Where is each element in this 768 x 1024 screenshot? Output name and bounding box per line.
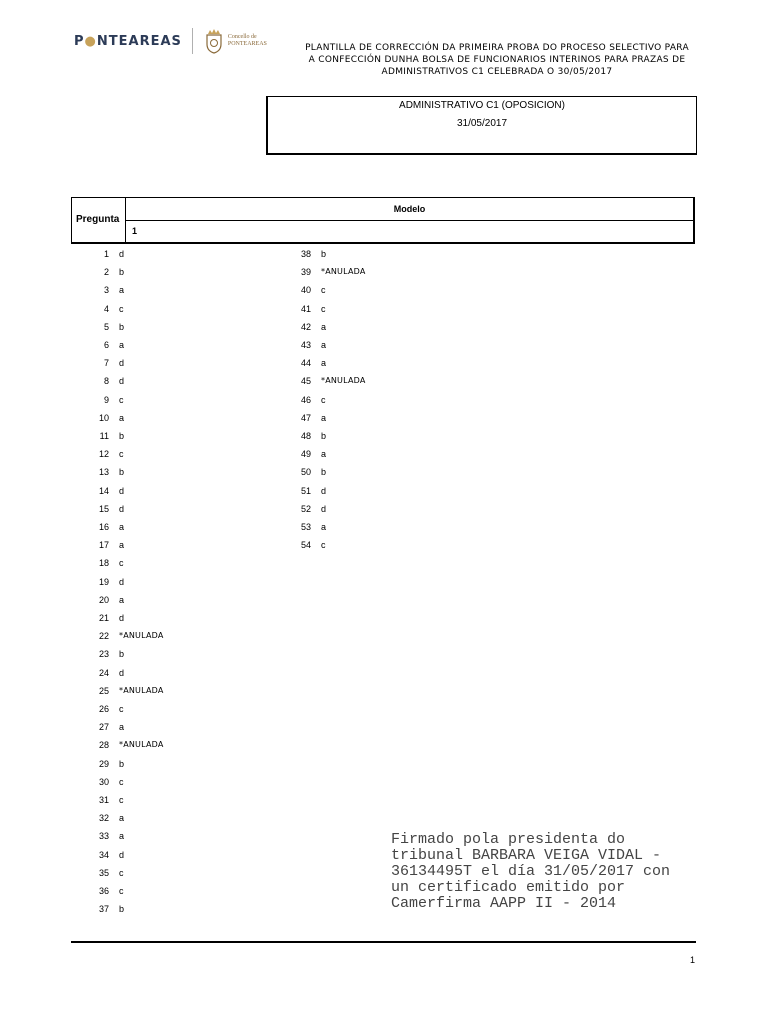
question-number: 22 (98, 631, 109, 642)
question-number: 12 (98, 449, 109, 460)
question-number: 40 (300, 285, 311, 296)
question-number: 21 (98, 613, 109, 623)
table-row (71, 573, 251, 591)
question-number: 1 (103, 249, 109, 259)
question-number: 8 (103, 376, 109, 387)
table-row (273, 318, 453, 336)
question-number: 35 (98, 867, 109, 878)
question-number: 4 (103, 303, 109, 314)
answer-value: d (119, 613, 125, 623)
ponteareas-logo (74, 24, 274, 58)
answer-value: *ANULADA (119, 740, 164, 750)
answer-value: *ANULADA (119, 631, 164, 641)
table-row (71, 664, 251, 682)
question-number: 52 (300, 503, 311, 514)
title-line-2: A CONFECCIÓN DUNHA BOLSA DE FUNCIONARIOS INTERINOS PARA PRAZAS DE (308, 55, 686, 65)
page-number: 1 (689, 955, 695, 965)
question-number: 14 (98, 485, 109, 496)
question-number: 25 (98, 685, 109, 696)
question-number: 7 (103, 358, 109, 369)
question-number: 10 (98, 412, 109, 423)
table-row (71, 809, 251, 827)
answer-value: b (321, 467, 327, 478)
answer-value: c (119, 867, 124, 878)
seal-line-1: Concello de (227, 34, 257, 40)
table-row (71, 300, 251, 318)
question-number: 3 (103, 285, 109, 296)
table-row (71, 700, 251, 718)
table-row (71, 645, 251, 663)
table-row (273, 445, 453, 463)
table-row (71, 864, 251, 882)
answer-value: c (119, 776, 124, 787)
table-row (71, 518, 251, 536)
question-number: 20 (98, 594, 109, 605)
answer-value: c (119, 886, 124, 896)
table-row (71, 554, 251, 572)
table-row (71, 755, 251, 773)
coat-of-arms-icon (203, 28, 225, 54)
question-number: 43 (300, 340, 311, 350)
answer-value: d (119, 376, 125, 387)
question-number: 48 (300, 431, 311, 441)
answer-value: b (119, 649, 125, 660)
answer-value: b (119, 467, 125, 478)
logo-mark-icon: ● (84, 33, 97, 49)
table-row (71, 354, 251, 372)
table-row (71, 391, 251, 409)
question-number: 15 (98, 503, 109, 514)
question-number: 36 (98, 886, 109, 896)
question-number: 47 (300, 412, 311, 423)
question-number: 32 (98, 813, 109, 824)
answer-value: *ANULADA (321, 376, 366, 386)
question-number: 44 (300, 358, 311, 369)
answer-value: b (321, 431, 327, 441)
answer-value: d (119, 358, 125, 369)
question-column-header (71, 197, 126, 244)
answer-value: a (321, 449, 327, 460)
question-number: 29 (98, 758, 109, 769)
answer-value: a (321, 522, 327, 532)
answer-value: a (119, 722, 125, 733)
table-row (273, 372, 453, 390)
model-number: 1 (132, 226, 138, 236)
table-row (71, 427, 251, 445)
answer-value: a (321, 358, 327, 369)
question-number: 24 (98, 667, 109, 678)
answer-value: a (119, 340, 125, 350)
answer-value: d (119, 849, 125, 860)
answer-value: d (321, 503, 327, 514)
table-row (71, 318, 251, 336)
answer-value: b (119, 904, 125, 915)
table-row (273, 354, 453, 372)
answer-value: c (119, 303, 124, 314)
answer-value: c (119, 704, 124, 714)
table-row (273, 518, 453, 536)
question-number: 6 (103, 340, 109, 350)
answer-value: a (119, 285, 125, 296)
answer-value: c (119, 558, 124, 569)
question-column-label: Pregunta (76, 214, 120, 225)
table-row (273, 536, 453, 554)
answer-value: c (321, 303, 326, 314)
table-row (273, 427, 453, 445)
answer-table-header (71, 197, 694, 244)
answer-value: a (119, 813, 125, 824)
table-row (273, 391, 453, 409)
question-number: 16 (98, 522, 109, 532)
seal-line-2: PONTEAREAS (227, 41, 267, 47)
table-row (71, 591, 251, 609)
table-row (71, 736, 251, 754)
answer-value: c (321, 285, 326, 296)
table-row (71, 846, 251, 864)
question-number: 19 (98, 576, 109, 587)
question-number: 45 (300, 376, 311, 387)
table-row (273, 300, 453, 318)
table-row (71, 263, 251, 281)
exam-date: 31/05/2017 (456, 118, 508, 129)
table-row (71, 372, 251, 390)
question-number: 30 (98, 776, 109, 787)
logo-divider (192, 28, 193, 54)
answer-value: d (119, 249, 125, 259)
logo-text-pre: P (74, 33, 85, 49)
footer-divider (71, 941, 696, 943)
answer-value: b (119, 431, 125, 441)
question-number: 18 (98, 558, 109, 569)
table-row (71, 882, 251, 900)
answer-value: a (119, 412, 125, 423)
title-line-3: ADMINISTRATIVOS C1 CELEBRADA O 30/05/2017 (381, 67, 613, 77)
seal-text (228, 34, 274, 48)
answer-value: a (119, 522, 125, 532)
table-row (273, 245, 453, 263)
question-number: 38 (300, 249, 311, 259)
answer-value: d (321, 485, 327, 496)
question-number: 50 (300, 467, 311, 478)
question-number: 27 (98, 722, 109, 733)
question-number: 34 (98, 849, 109, 860)
question-number: 46 (300, 394, 311, 405)
title-line-1: PLANTILLA DE CORRECCIÓN DA PRIMEIRA PROBA DO PROCESO SELECTIVO PARA (305, 43, 689, 53)
table-row (273, 263, 453, 281)
table-row (273, 500, 453, 518)
question-number: 33 (98, 831, 109, 842)
question-number: 54 (300, 540, 311, 551)
header-separator (126, 220, 693, 221)
table-row (71, 791, 251, 809)
answer-value: c (119, 795, 124, 805)
answer-value: d (119, 667, 125, 678)
answer-value: b (119, 758, 125, 769)
question-number: 13 (98, 467, 109, 478)
question-number: 28 (98, 740, 109, 751)
answer-value: c (119, 449, 124, 460)
question-number: 53 (300, 522, 311, 532)
table-row (71, 900, 251, 918)
table-row (71, 409, 251, 427)
table-row (273, 463, 453, 481)
logo-wordmark (74, 34, 182, 49)
question-number: 11 (99, 431, 109, 441)
table-row (273, 281, 453, 299)
table-row (71, 682, 251, 700)
answer-value: b (119, 267, 125, 278)
answer-value: b (119, 321, 125, 332)
table-row (273, 336, 453, 354)
answer-value: c (119, 394, 124, 405)
table-row (71, 827, 251, 845)
answer-value: *ANULADA (119, 685, 164, 695)
question-number: 17 (98, 540, 109, 551)
question-number: 26 (98, 704, 109, 714)
answer-value: a (119, 831, 125, 842)
logo-text-post: NTEAREAS (96, 33, 182, 49)
table-row (71, 445, 251, 463)
question-number: 2 (103, 267, 109, 278)
document-title (282, 42, 712, 78)
table-row (71, 773, 251, 791)
table-row (273, 482, 453, 500)
question-number: 41 (300, 303, 311, 314)
answer-value: *ANULADA (321, 267, 366, 277)
exam-info-box (266, 96, 697, 155)
table-row (71, 336, 251, 354)
question-number: 39 (300, 267, 311, 278)
answer-value: d (119, 485, 125, 496)
answer-value: a (321, 340, 327, 350)
table-row (71, 281, 251, 299)
table-row (71, 718, 251, 736)
table-row (71, 627, 251, 645)
answer-value: a (321, 321, 327, 332)
answer-value: b (321, 249, 327, 259)
answer-value: a (119, 594, 125, 605)
answer-value: d (119, 503, 125, 514)
exam-name: ADMINISTRATIVO C1 (OPOSICION) (399, 100, 565, 111)
question-number: 23 (98, 649, 109, 660)
question-number: 42 (300, 321, 311, 332)
answer-value: d (119, 576, 125, 587)
table-row (273, 409, 453, 427)
answer-value: a (119, 540, 125, 551)
question-number: 5 (103, 321, 109, 332)
table-row (71, 500, 251, 518)
answer-value: c (321, 394, 326, 405)
table-row (71, 609, 251, 627)
question-number: 49 (300, 449, 311, 460)
answer-value: c (321, 540, 326, 551)
table-row (71, 482, 251, 500)
model-column-header (125, 197, 695, 244)
question-number: 31 (98, 795, 109, 805)
model-column-label: Modelo (393, 204, 426, 214)
question-number: 37 (98, 904, 109, 915)
answer-value: a (321, 412, 327, 423)
table-row (71, 463, 251, 481)
question-number: 9 (103, 394, 109, 405)
signature-stamp: Firmado pola presidenta do tribunal BARBARA VEIGA VIDAL - 36134495T el día 31/05/2017 con un certificado emitido por Camerfirma AAPP II - 2014 (391, 831, 671, 912)
question-number: 51 (300, 485, 311, 496)
table-row (71, 536, 251, 554)
table-row (71, 245, 251, 263)
